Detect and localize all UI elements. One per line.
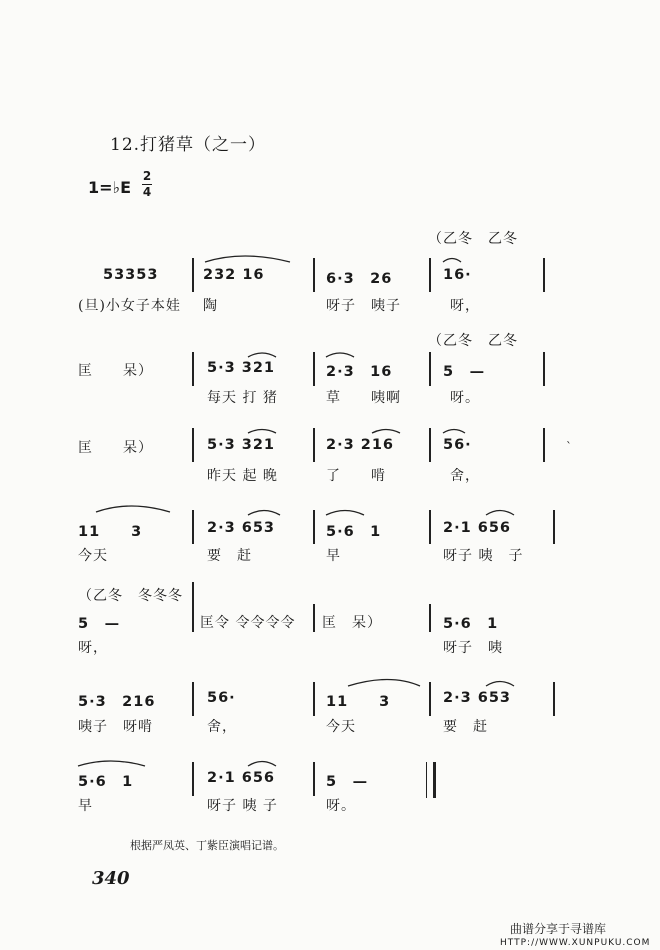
notation-measure: 53353	[103, 267, 159, 283]
lyric-text: 呀子 咦 子	[443, 548, 524, 564]
slur	[443, 259, 461, 263]
lyric-text: (旦)小女子本娃	[78, 298, 181, 314]
lyric-text: 舍，	[207, 719, 237, 735]
percussion-syllables: 匡令 令令令令	[200, 615, 296, 631]
lyric-text: 了 啃	[326, 468, 386, 484]
slur	[248, 511, 280, 516]
page-number: 340	[92, 868, 130, 889]
slur	[443, 430, 465, 434]
slur	[248, 430, 276, 434]
notation-measure: 6·3 26	[326, 271, 393, 287]
lyric-text: 今天	[326, 719, 356, 735]
lyric-text: 早	[326, 548, 341, 564]
notation-measure: 2·3 16	[326, 364, 393, 380]
notation-measure: 2·3 216	[326, 437, 395, 453]
notation-measure: 2·1 656	[207, 770, 276, 786]
notation-measure: 5 —	[78, 616, 121, 632]
lyric-text: 每天 打 猪	[207, 390, 278, 406]
meter-bottom: 4	[142, 185, 152, 199]
slur	[78, 761, 145, 766]
lyric-text: 要 赶	[443, 719, 488, 735]
slur	[486, 682, 514, 687]
lyric-text: 草 咦啊	[326, 390, 401, 406]
percussion-cue: （乙冬 乙冬	[428, 231, 518, 247]
percussion-cue: （乙冬 冬冬冬	[78, 588, 183, 604]
notation-measure: 5·6 1	[326, 524, 382, 540]
slur	[96, 506, 170, 512]
meter-top: 2	[142, 169, 152, 183]
notation-measure: 5·3 321	[207, 437, 276, 453]
lyric-text: 呀子 咦	[443, 640, 503, 656]
lyric-text: 呀，	[78, 640, 108, 656]
footnote: 根据严凤英、丁紫臣演唱记谱。	[130, 839, 284, 852]
lyric-text: 陶	[203, 298, 218, 314]
song-title: 12.打猪草（之一）	[110, 135, 267, 155]
slur	[326, 353, 354, 357]
lyric-text: 咦子 呀啃	[78, 719, 153, 735]
notation-measure: 5·3 216	[78, 694, 156, 710]
notation-measure: 11 3	[78, 524, 143, 540]
slur	[486, 511, 514, 516]
notation-measure: 2·1 656	[443, 520, 512, 536]
percussion-cue: （乙冬 乙冬	[428, 333, 518, 349]
notation-measure: 5·6 1	[443, 616, 499, 632]
notation-measure: 232 16	[203, 267, 265, 283]
notation-measure: 2·3 653	[207, 520, 276, 536]
lyric-text: 昨天 起 晚	[207, 468, 278, 484]
slur	[372, 430, 400, 434]
notation-measure: 5 —	[443, 364, 486, 380]
notation-measure: 2·3 653	[443, 690, 512, 706]
notation-measure: 5 —	[326, 774, 369, 790]
notation-measure: 11 3	[326, 694, 391, 710]
slur	[348, 680, 420, 687]
lyric-text: 呀，	[450, 298, 480, 314]
notation-measure: 56·	[443, 437, 472, 453]
stray-mark: ˋ	[566, 440, 572, 454]
notation-measure: 5·6 1	[78, 774, 134, 790]
watermark-text: 曲谱分享于寻谱库	[510, 922, 607, 936]
percussion-syllables: 匡 呆）	[78, 440, 153, 456]
slur	[205, 256, 290, 262]
lyric-text: 呀。	[326, 798, 356, 814]
watermark-url: HTTP://WWW.XUNPUKU.COM	[500, 938, 651, 948]
slur	[248, 353, 276, 357]
percussion-syllables: 匡 呆）	[322, 615, 382, 631]
percussion-syllables: 匡 呆）	[78, 363, 153, 379]
lyric-text: 呀子 咦 子	[207, 798, 278, 814]
lyric-text: 要 赶	[207, 548, 252, 564]
key-signature: 1=♭E	[88, 178, 132, 197]
notation-measure: 16·	[443, 267, 472, 283]
lyric-text: 舍，	[450, 468, 480, 484]
slur	[248, 762, 276, 767]
lyric-text: 早	[78, 798, 93, 814]
lyric-text: 今天	[78, 548, 108, 564]
lyric-text: 呀子 咦子	[326, 298, 401, 314]
slur	[326, 511, 364, 516]
notation-measure: 56·	[207, 690, 236, 706]
lyric-text: 呀。	[450, 390, 480, 406]
notation-measure: 5·3 321	[207, 360, 276, 376]
